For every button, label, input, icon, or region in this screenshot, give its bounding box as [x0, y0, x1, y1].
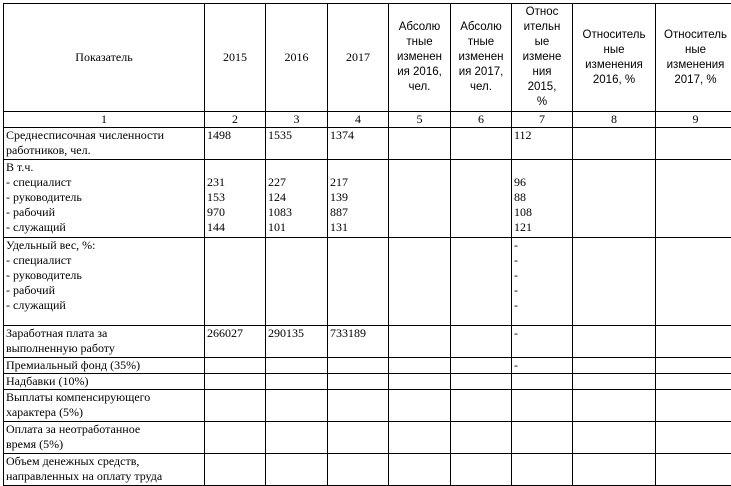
cell-rel-2015: - [512, 358, 573, 374]
cell-rel-2017 [656, 454, 731, 486]
cell-abs-2016 [389, 128, 451, 160]
cell-abs-2016 [389, 390, 451, 422]
row-label: Заработная плата за выполненную работу [4, 326, 205, 358]
cell-rel-2015 [512, 454, 573, 486]
header-indicator: Показатель [4, 4, 205, 112]
cell-2015 [205, 390, 266, 422]
colnum: 7 [512, 112, 573, 128]
cell-abs-2017 [451, 454, 512, 486]
cell-2016 [266, 422, 328, 454]
colnum: 6 [451, 112, 512, 128]
row-label: Выплаты компенсирующего характера (5%) [4, 390, 205, 422]
cell-abs-2017 [451, 160, 512, 238]
cell-abs-2017 [451, 422, 512, 454]
cell-2015 [205, 238, 266, 326]
data-table [3, 3, 731, 486]
cell-rel-2016 [573, 422, 656, 454]
cell-abs-2016 [389, 238, 451, 326]
cell-2015 [205, 374, 266, 390]
cell-rel-2015: - - - - - [512, 238, 573, 326]
cell-abs-2017 [451, 238, 512, 326]
cell-abs-2016 [389, 374, 451, 390]
cell-rel-2016 [573, 238, 656, 326]
cell-rel-2016 [573, 454, 656, 486]
colnum: 2 [205, 112, 266, 128]
cell-abs-2017 [451, 128, 512, 160]
row-label: Объем денежных средств, направленных на оплату труда [4, 454, 205, 486]
header-rel-2016: Относитель ные изменения 2016, % [573, 4, 656, 112]
cell-abs-2016 [389, 422, 451, 454]
cell-2017 [328, 358, 389, 374]
table-row [4, 238, 731, 326]
cell-rel-2015: - [512, 326, 573, 358]
cell-2016: 290135 [266, 326, 328, 358]
cell-2015 [205, 358, 266, 374]
header-2017: 2017 [328, 4, 389, 112]
cell-abs-2016 [389, 454, 451, 486]
colnum: 1 [4, 112, 205, 128]
cell-2016 [266, 358, 328, 374]
cell-rel-2015 [512, 422, 573, 454]
cell-2017: 733189 [328, 326, 389, 358]
cell-2015 [205, 422, 266, 454]
header-abs-2016: Абсолю тные изменен ия 2016, чел. [389, 4, 451, 112]
table-row [4, 390, 731, 422]
cell-rel-2017 [656, 422, 731, 454]
cell-rel-2017 [656, 358, 731, 374]
cell-2016 [266, 390, 328, 422]
colnum: 8 [573, 112, 656, 128]
cell-2016: 227 124 1083 101 [266, 160, 328, 238]
cell-rel-2016 [573, 128, 656, 160]
cell-rel-2015: 112 [512, 128, 573, 160]
colnum: 3 [266, 112, 328, 128]
colnum: 4 [328, 112, 389, 128]
cell-2017: 217 139 887 131 [328, 160, 389, 238]
cell-2015: 231 153 970 144 [205, 160, 266, 238]
cell-2017: 1374 [328, 128, 389, 160]
header-2015: 2015 [205, 4, 266, 112]
header-abs-2017: Абсолю тные изменен ия 2017, чел. [451, 4, 512, 112]
table-row [4, 326, 731, 358]
cell-rel-2016 [573, 390, 656, 422]
cell-rel-2017 [656, 160, 731, 238]
cell-abs-2016 [389, 326, 451, 358]
cell-abs-2017 [451, 390, 512, 422]
row-label: В т.ч. - специалист - руководитель - рабочий - служащий [4, 160, 205, 238]
cell-2017 [328, 422, 389, 454]
row-label: Премиальный фонд (35%) [4, 358, 205, 374]
table-row [4, 160, 731, 238]
cell-2016 [266, 374, 328, 390]
row-label: Оплата за неотработанное время (5%) [4, 422, 205, 454]
cell-2015 [205, 454, 266, 486]
cell-rel-2015 [512, 390, 573, 422]
table-row [4, 454, 731, 486]
cell-abs-2017 [451, 374, 512, 390]
cell-2017 [328, 454, 389, 486]
row-label: Удельный вес, %: - специалист - руководитель - рабочий - служащий [4, 238, 205, 326]
cell-abs-2016 [389, 160, 451, 238]
row-label: Среднесписочная численности работников, чел. [4, 128, 205, 160]
cell-2016 [266, 238, 328, 326]
table-row [4, 374, 731, 390]
header-rel-2017: Относитель ные изменения 2017, % [656, 4, 731, 112]
cell-abs-2017 [451, 326, 512, 358]
cell-abs-2016 [389, 358, 451, 374]
table-row [4, 422, 731, 454]
cell-2017 [328, 390, 389, 422]
cell-rel-2017 [656, 374, 731, 390]
cell-rel-2016 [573, 358, 656, 374]
cell-rel-2016 [573, 374, 656, 390]
cell-2017 [328, 374, 389, 390]
cell-2015: 266027 [205, 326, 266, 358]
row-label: Надбавки (10%) [4, 374, 205, 390]
cell-2017 [328, 238, 389, 326]
column-number-row [4, 112, 731, 128]
cell-rel-2017 [656, 390, 731, 422]
cell-rel-2017 [656, 128, 731, 160]
colnum: 5 [389, 112, 451, 128]
colnum: 9 [656, 112, 731, 128]
cell-rel-2015: 96 88 108 121 [512, 160, 573, 238]
cell-rel-2015 [512, 374, 573, 390]
cell-abs-2017 [451, 358, 512, 374]
cell-rel-2016 [573, 160, 656, 238]
cell-2016: 1535 [266, 128, 328, 160]
cell-2016 [266, 454, 328, 486]
cell-rel-2016 [573, 326, 656, 358]
cell-rel-2017 [656, 326, 731, 358]
table-row [4, 128, 731, 160]
cell-rel-2017 [656, 238, 731, 326]
cell-2015: 1498 [205, 128, 266, 160]
header-row [4, 4, 731, 112]
header-2016: 2016 [266, 4, 328, 112]
header-rel-2015: Относ ительн ые измене ния 2015, % [512, 4, 573, 112]
table-row [4, 358, 731, 374]
